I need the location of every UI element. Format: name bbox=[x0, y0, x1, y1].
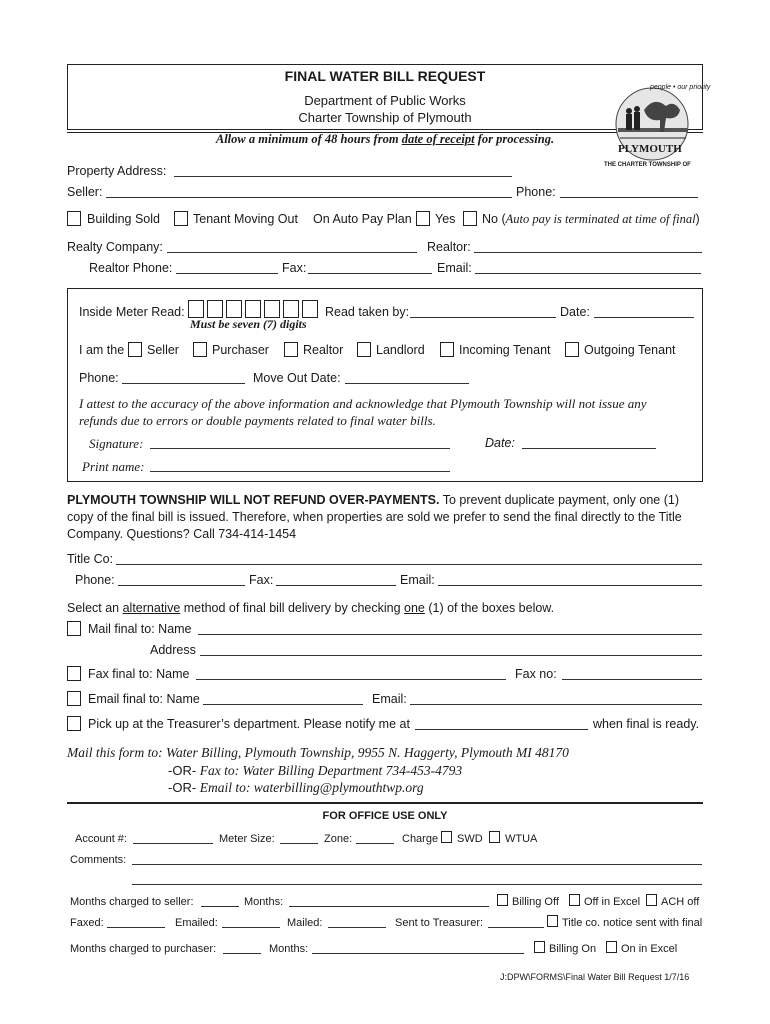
refund-notice-line-1: PLYMOUTH TOWNSHIP WILL NOT REFUND OVER-PAYMENTS. To prevent duplicate payment, only one (1) bbox=[67, 493, 679, 507]
print-name-label: Print name: bbox=[82, 459, 145, 474]
meter-digit-3[interactable] bbox=[226, 300, 242, 318]
auto-pay-yes-checkbox[interactable] bbox=[416, 211, 430, 226]
role-realtor-checkbox[interactable] bbox=[284, 342, 298, 357]
read-date-label: Date: bbox=[560, 305, 590, 319]
processing-notice: Allow a minimum of 48 hours from date of receipt for processing. bbox=[215, 132, 555, 146]
realty-company-label: Realty Company: bbox=[67, 240, 163, 254]
title-co-phone-field[interactable] bbox=[118, 585, 245, 586]
refund-notice-line-2: copy of the final bill is issued. Therefore, when properties are sold we prefer to send the final directly to the Title bbox=[67, 510, 682, 524]
delivery-instructions: Select an alternative method of final bill delivery by checking one (1) of the boxes below. bbox=[67, 601, 555, 615]
realtor-email-label: Email: bbox=[437, 261, 472, 275]
building-sold-label: Building Sold bbox=[87, 212, 160, 226]
realtor-phone-label: Realtor Phone: bbox=[89, 261, 173, 275]
signature-field[interactable] bbox=[150, 448, 450, 449]
title-co-email-label: Email: bbox=[400, 573, 435, 587]
logo-arc-top: people • our priority bbox=[650, 84, 711, 91]
charge-label: Charge bbox=[402, 833, 439, 845]
role-purchaser-checkbox[interactable] bbox=[193, 342, 207, 357]
seven-digits-note: Must be seven (7) digits bbox=[190, 317, 307, 331]
fax-no-field[interactable] bbox=[562, 679, 702, 680]
form-code: J:DPW\FORMS\Final Water Bill Request 1/7/16 bbox=[500, 972, 690, 982]
email-final-email-field[interactable] bbox=[410, 704, 702, 705]
logo-arc-bottom: THE CHARTER TOWNSHIP OF bbox=[604, 162, 691, 168]
on-in-excel-label: On in Excel bbox=[621, 943, 678, 955]
form-title: FINAL WATER BILL REQUEST bbox=[284, 68, 486, 84]
wtua-checkbox[interactable] bbox=[489, 831, 500, 843]
tenant-moving-out-label: Tenant Moving Out bbox=[193, 212, 298, 226]
email-final-label: Email final to: Name bbox=[88, 692, 200, 706]
sent-to-treasurer-field[interactable] bbox=[488, 927, 544, 928]
property-address-label: Property Address: bbox=[67, 164, 167, 178]
signature-date-field[interactable] bbox=[522, 448, 656, 449]
read-taken-by-field[interactable] bbox=[410, 317, 556, 318]
role-landlord-label: Landlord bbox=[376, 343, 425, 357]
comments-field-1[interactable] bbox=[132, 864, 702, 865]
role-seller-label: Seller bbox=[147, 343, 179, 357]
email-to-line: -OR- Email to: waterbilling@plymouthtwp.org bbox=[168, 780, 424, 795]
seller-phone-label: Phone: bbox=[516, 185, 556, 199]
mailed-field[interactable] bbox=[328, 927, 386, 928]
ach-off-label: ACH off bbox=[661, 896, 700, 908]
title-co-fax-field[interactable] bbox=[276, 585, 396, 586]
swd-checkbox[interactable] bbox=[441, 831, 452, 843]
auto-pay-yes-label: Yes bbox=[435, 212, 456, 226]
months-charged-seller-label: Months charged to seller: bbox=[70, 896, 194, 908]
seller-field[interactable] bbox=[106, 197, 512, 198]
seller-months-field[interactable] bbox=[289, 906, 489, 907]
meter-digit-7[interactable] bbox=[302, 300, 318, 318]
print-name-field[interactable] bbox=[150, 471, 450, 472]
pickup-notify-field[interactable] bbox=[415, 729, 588, 730]
realtor-phone-field[interactable] bbox=[176, 273, 278, 274]
pickup-end-label: when final is ready. bbox=[593, 717, 700, 731]
contact-phone-field[interactable] bbox=[122, 383, 245, 384]
months-charged-purchaser-field[interactable] bbox=[223, 953, 261, 954]
wtua-label: WTUA bbox=[505, 833, 538, 845]
mail-final-label: Mail final to: Name bbox=[88, 622, 192, 636]
comments-label: Comments: bbox=[70, 854, 127, 866]
pickup-checkbox[interactable] bbox=[67, 716, 81, 731]
purchaser-months-field[interactable] bbox=[312, 953, 524, 954]
faxed-label: Faxed: bbox=[70, 917, 104, 929]
signature-date-label: Date: bbox=[485, 436, 515, 450]
meter-digit-5[interactable] bbox=[264, 300, 280, 318]
role-incoming-tenant-checkbox[interactable] bbox=[440, 342, 454, 357]
logo-name: PLYMOUTH bbox=[618, 143, 682, 155]
swd-label: SWD bbox=[457, 833, 483, 845]
attestation-line-1: I attest to the accuracy of the above information and acknowledge that Plymouth Township will not issue any bbox=[79, 396, 647, 411]
seller-phone-field[interactable] bbox=[560, 197, 698, 198]
role-purchaser-label: Purchaser bbox=[212, 343, 269, 357]
comments-field-2[interactable] bbox=[132, 884, 702, 885]
realty-company-field[interactable] bbox=[167, 252, 417, 253]
fax-no-label: Fax no: bbox=[515, 667, 557, 681]
realtor-fax-label: Fax: bbox=[282, 261, 307, 275]
attestation-line-2: refunds due to errors or double payments related to final water bills. bbox=[79, 413, 436, 428]
auto-pay-no-checkbox[interactable] bbox=[463, 211, 477, 226]
realtor-field[interactable] bbox=[474, 252, 702, 253]
meter-size-field[interactable] bbox=[280, 843, 318, 844]
read-taken-by-label: Read taken by: bbox=[325, 305, 410, 319]
emailed-field[interactable] bbox=[222, 927, 280, 928]
meter-digit-4[interactable] bbox=[245, 300, 261, 318]
billing-on-checkbox[interactable] bbox=[534, 941, 545, 953]
emailed-label: Emailed: bbox=[175, 917, 218, 929]
email-final-name-field[interactable] bbox=[203, 704, 363, 705]
faxed-field[interactable] bbox=[107, 927, 165, 928]
move-out-date-label: Move Out Date: bbox=[253, 371, 341, 385]
billing-off-label: Billing Off bbox=[512, 896, 559, 908]
months-charged-purchaser-label: Months charged to purchaser: bbox=[70, 943, 217, 955]
contact-phone-label: Phone: bbox=[79, 371, 119, 385]
zone-field[interactable] bbox=[356, 843, 394, 844]
realtor-email-field[interactable] bbox=[475, 273, 701, 274]
role-seller-checkbox[interactable] bbox=[128, 342, 142, 357]
meter-digit-2[interactable] bbox=[207, 300, 223, 318]
role-landlord-checkbox[interactable] bbox=[357, 342, 371, 357]
ach-off-checkbox[interactable] bbox=[646, 894, 657, 906]
pickup-label: Pick up at the Treasurer’s department. Please notify me at bbox=[88, 717, 410, 731]
i-am-the-label: I am the bbox=[79, 343, 125, 357]
inside-meter-read-label: Inside Meter Read: bbox=[79, 305, 185, 319]
auto-pay-no-label: No (Auto pay is terminated at time of final) bbox=[482, 212, 700, 226]
off-in-excel-checkbox[interactable] bbox=[569, 894, 580, 906]
role-outgoing-tenant-checkbox[interactable] bbox=[565, 342, 579, 357]
role-outgoing-tenant-label: Outgoing Tenant bbox=[584, 343, 676, 357]
township-name: Charter Township of Plymouth bbox=[298, 110, 472, 125]
building-sold-checkbox[interactable] bbox=[67, 211, 81, 226]
fax-final-label: Fax final to: Name bbox=[88, 667, 190, 681]
title-co-label: Title Co: bbox=[67, 552, 114, 566]
realtor-fax-field[interactable] bbox=[308, 273, 432, 274]
email-final-checkbox[interactable] bbox=[67, 691, 81, 706]
move-out-date-field[interactable] bbox=[345, 383, 469, 384]
office-divider bbox=[67, 802, 703, 804]
role-realtor-label: Realtor bbox=[303, 343, 344, 357]
mailed-label: Mailed: bbox=[287, 917, 323, 929]
mail-address-field[interactable] bbox=[200, 655, 702, 656]
zone-label: Zone: bbox=[324, 833, 353, 845]
title-notice-checkbox[interactable] bbox=[547, 915, 558, 927]
auto-pay-label: On Auto Pay Plan bbox=[313, 212, 412, 226]
meter-digit-1[interactable] bbox=[188, 300, 204, 318]
signature-label: Signature: bbox=[89, 436, 144, 451]
office-use-heading: FOR OFFICE USE ONLY bbox=[322, 810, 448, 822]
title-co-email-field[interactable] bbox=[438, 585, 702, 586]
mail-address-label: Address bbox=[150, 643, 196, 657]
on-in-excel-checkbox[interactable] bbox=[606, 941, 617, 953]
email-final-email-label: Email: bbox=[372, 692, 407, 706]
meter-digit-6[interactable] bbox=[283, 300, 299, 318]
fax-to-line: -OR- Fax to: Water Billing Department 734-453-4793 bbox=[168, 763, 463, 778]
mail-final-checkbox[interactable] bbox=[67, 621, 81, 636]
sent-to-treasurer-label: Sent to Treasurer: bbox=[395, 917, 484, 929]
title-co-field[interactable] bbox=[116, 564, 702, 565]
title-co-fax-label: Fax: bbox=[249, 573, 274, 587]
purchaser-months-label: Months: bbox=[269, 943, 309, 955]
mail-final-name-field[interactable] bbox=[198, 634, 702, 635]
refund-notice-line-3: Company. Questions? Call 734-414-1454 bbox=[67, 527, 297, 541]
mail-to-address: Mail this form to: Water Billing, Plymouth Township, 9955 N. Haggerty, Plymouth MI 48170 bbox=[67, 745, 569, 760]
seller-months-label: Months: bbox=[244, 896, 284, 908]
billing-off-checkbox[interactable] bbox=[497, 894, 508, 906]
meter-size-label: Meter Size: bbox=[219, 833, 275, 845]
fax-final-name-field[interactable] bbox=[196, 679, 506, 680]
department-name: Department of Public Works bbox=[304, 93, 466, 108]
township-logo bbox=[600, 80, 710, 180]
seller-label: Seller: bbox=[67, 185, 103, 199]
role-incoming-tenant-label: Incoming Tenant bbox=[459, 343, 551, 357]
property-address-field[interactable] bbox=[174, 176, 512, 177]
account-label: Account #: bbox=[75, 833, 127, 845]
off-in-excel-label: Off in Excel bbox=[584, 896, 641, 908]
fax-final-checkbox[interactable] bbox=[67, 666, 81, 681]
realtor-label: Realtor: bbox=[427, 240, 471, 254]
account-field[interactable] bbox=[133, 843, 213, 844]
months-charged-seller-field[interactable] bbox=[201, 906, 239, 907]
title-co-phone-label: Phone: bbox=[75, 573, 115, 587]
tenant-moving-out-checkbox[interactable] bbox=[174, 211, 188, 226]
read-date-field[interactable] bbox=[594, 317, 694, 318]
title-notice-label: Title co. notice sent with final bbox=[562, 917, 703, 929]
billing-on-label: Billing On bbox=[549, 943, 597, 955]
